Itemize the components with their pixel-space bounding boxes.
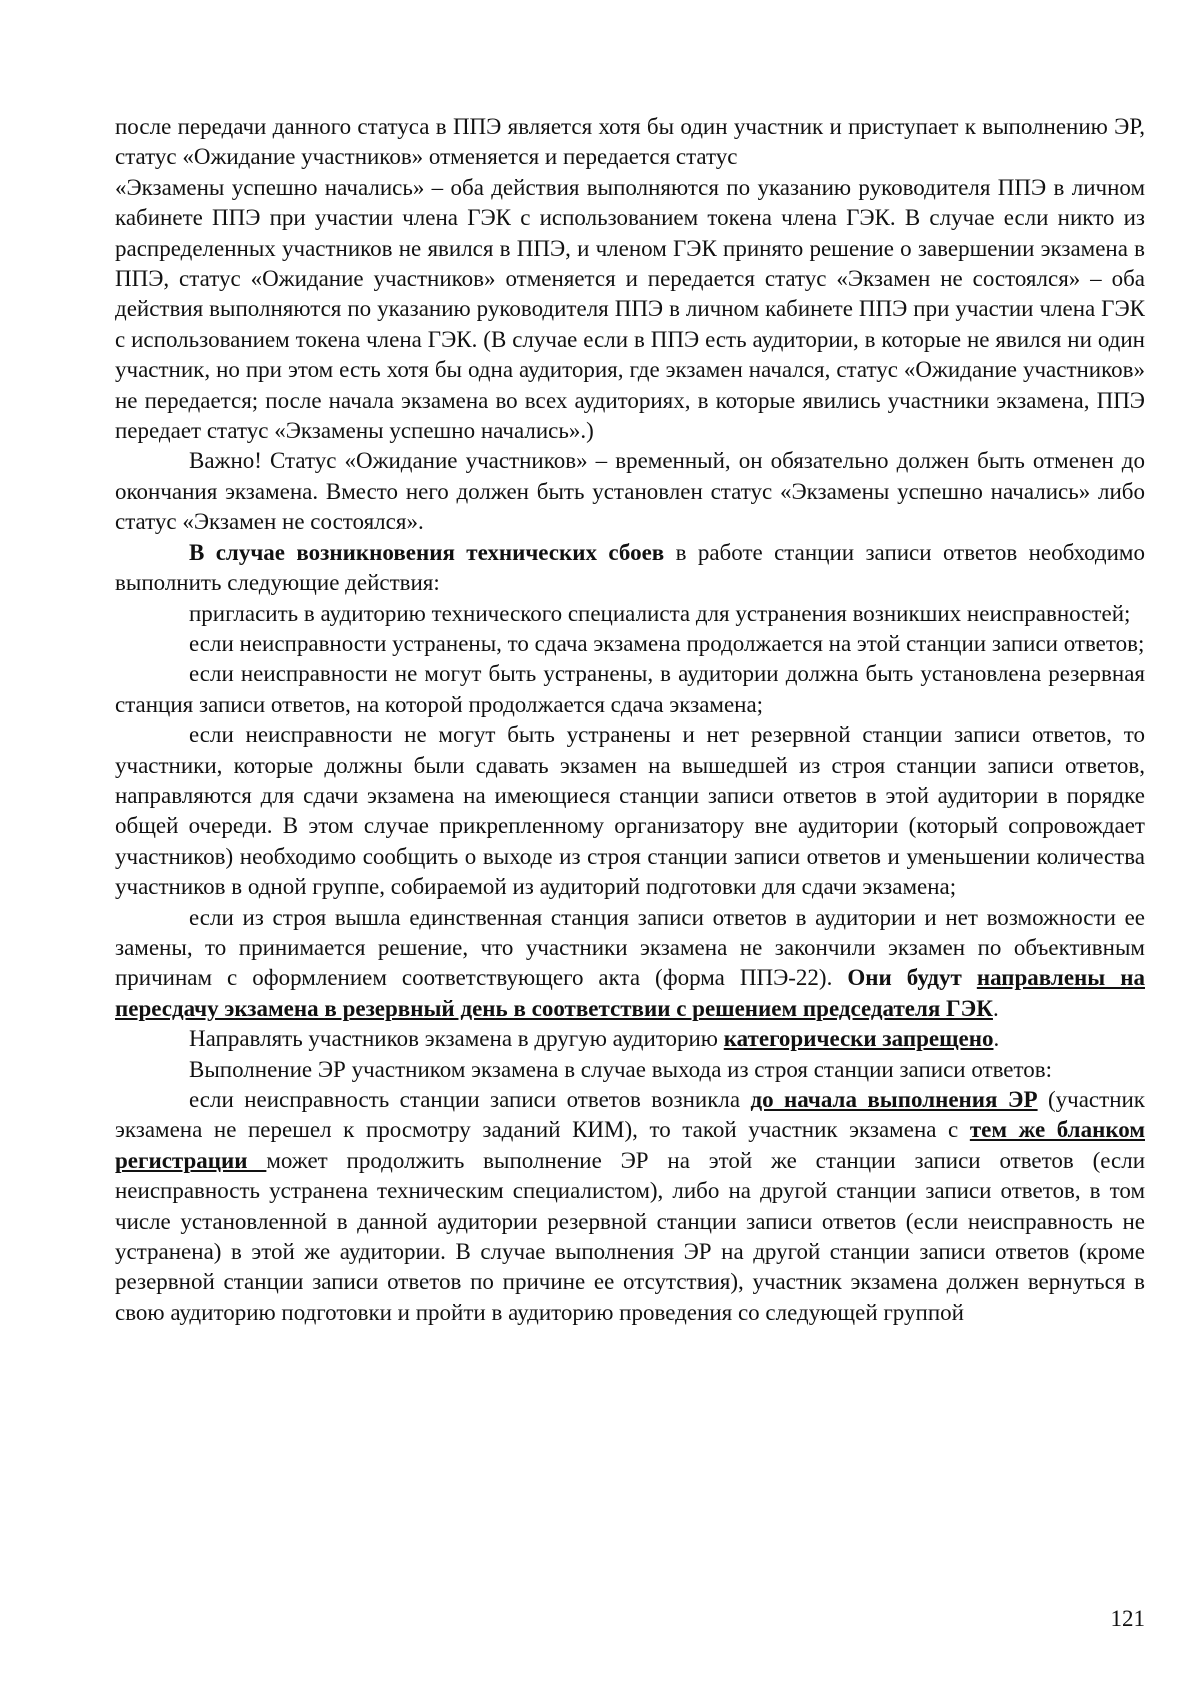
bold-underline-run: категорически запрещено — [723, 1026, 994, 1052]
text-run: может продолжить выполнение ЭР на этой же станции записи ответов (если неисправность устранена техническим специалистом), либо на другой станции записи ответов, в том числе установленной в данной аудитории резервной станции записи ответов (если неисправность не устранена) в этой же аудитории. В случае выполнения ЭР на другой станции записи ответов (кроме резервной станции записи ответов по причине ее отсутствия), участник экзамена должен вернуться в свою аудиторию подготовки и пройти в аудиторию проведения со следующей группой — [115, 1147, 1146, 1325]
bold-underline-run: направлены на пересдачу экзамена в резервный день в соответствии с решением председателя ГЭК — [115, 965, 1145, 1021]
page-number: 121 — [1110, 1606, 1145, 1631]
list-item-single-station — [115, 903, 1145, 1025]
paragraph-important: Важно! Статус «Ожидание участников» – временный, он обязательно должен быть отменен до окончания экзамена. Вместо него должен быть установлен статус «Экзамены успешно начались» либо статус «Экзамен не состоялся». — [115, 448, 1145, 535]
list-item-no-backup: если неисправности не могут быть устранены и нет резервной станции записи ответов, то участники, которые должны были сдавать экзамен на вышедшей из строя станции записи ответов, направляются для сдачи экзамена на имеющиеся станции записи ответов в этой аудитории в порядке общей очереди. В этом случае прикрепленному организатору вне аудитории (который сопровождает участников) необходимо сообщить о выходе из строя станции записи ответов и уменьшении количества участников в одной группе, собираемой из аудиторий подготовки для сдачи экзамена; — [115, 722, 1145, 900]
text-run: . — [992, 995, 999, 1021]
bold-heading-technical-failures: В случае возникновения технических сбоев — [189, 539, 665, 565]
paragraph-prohibition — [115, 1024, 1145, 1054]
text-run: . — [993, 1026, 1000, 1052]
list-item-before-start — [115, 1085, 1145, 1328]
text-run: если неисправность станции записи ответов возникла — [189, 1087, 751, 1112]
text-run: если из строя вышла единственная станция записи ответов в аудитории и нет возможности ее замены, то принимается решение, что участники экзамена не закончили экзамен по объективным причинам с оформлением соответствующего акта (форма ППЭ-22). — [115, 904, 1145, 991]
list-item-fixed: если неисправности устранены, то сдача экзамена продолжается на этой станции записи ответов; — [189, 630, 1145, 656]
text-run: в работе станции записи ответов необходимо выполнить следующие действия: — [115, 539, 1145, 596]
bold-run: Они будут — [847, 965, 977, 991]
text-run: Направлять участников экзамена в другую аудиторию — [189, 1026, 724, 1052]
paragraph-1: после передачи данного статуса в ППЭ является хотя бы один участник и приступает к выполнению ЭР, статус «Ожидание участников» отменяется и передается статус — [115, 114, 1145, 170]
list-item-backup-station: если неисправности не могут быть устранены, в аудитории должна быть установлена резервная станция записи ответов, на которой продолжается сдача экзамена; — [115, 661, 1145, 717]
text-run: (участник экзамена не перешел к просмотру заданий КИМ), то такой участник экзамена с — [115, 1087, 1145, 1143]
bold-underline-run: тем же бланком регистрации — [115, 1117, 1145, 1173]
paragraph-er-execution: Выполнение ЭР участником экзамена в случае выхода из строя станции записи ответов: — [189, 1056, 1053, 1082]
paragraph-technical-failures — [115, 538, 1145, 599]
bold-underline-run: до начала выполнения ЭР — [750, 1087, 1038, 1112]
document-body — [115, 112, 1145, 1328]
list-item-invite-specialist: пригласить в аудиторию технического специалиста для устранения возникших неисправностей; — [189, 600, 1131, 626]
paragraph-2: «Экзамены успешно начались» – оба действия выполняются по указанию руководителя ППЭ в личном кабинете ППЭ при участии члена ГЭК с использованием токена члена ГЭК. В случае если никто из распределенных участников не явился в ППЭ, и членом ГЭК принято решение о завершении экзамена в ППЭ, статус «Ожидание участников» отменяется и передается статус «Экзамен не состоялся» – оба действия выполняются по указанию руководителя ППЭ в личном кабинете ППЭ при участии члена ГЭК с использованием токена члена ГЭК. (В случае если в ППЭ есть аудитории, в которые не явился ни один участник, но при этом есть хотя бы одна аудитория, где экзамен начался, статус «Ожидание участников» не передается; после начала экзамена во всех аудиториях, в которые явились участники экзамена, ППЭ передает статус «Экзамены успешно начались».) — [115, 174, 1145, 444]
